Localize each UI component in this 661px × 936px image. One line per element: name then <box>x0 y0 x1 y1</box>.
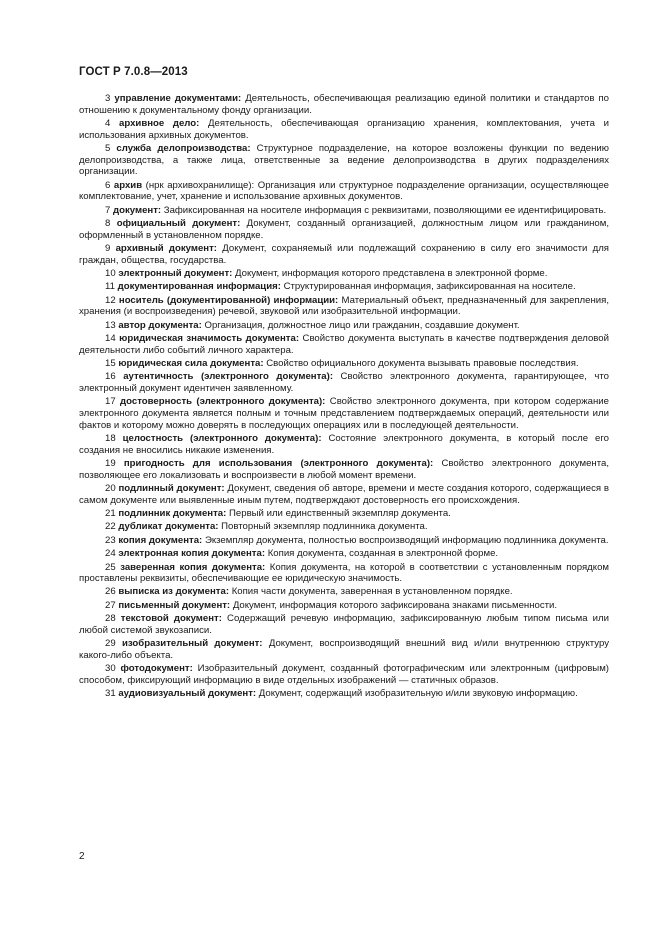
term-entry <box>79 243 609 266</box>
term-entry <box>79 143 609 178</box>
term-entry <box>79 586 609 598</box>
term-definition: Копия части документа, заверенная в установленном порядке. <box>231 586 513 598</box>
term-name: архивный документ: <box>115 242 217 254</box>
term-definition: (нрк архивохранилище): Организация или структурное подразделение организации, осуществляющее комплектование, учет, хранение и использование архивных документов. <box>79 179 609 203</box>
term-name: юридическая значимость документа: <box>119 333 300 345</box>
term-definition: Деятельность, обеспечивающая организацию хранения, комплектования, учета и использования архивных документов. <box>79 117 610 141</box>
term-name: заверенная копия документа: <box>120 561 266 573</box>
term-definition: Деятельность, обеспечивающая реализацию единой политики и стандартов по отношению к документальному фонду организации. <box>79 93 610 116</box>
term-number: 25 <box>105 561 116 573</box>
term-name: юридическая сила документа: <box>118 358 264 370</box>
term-entry <box>79 562 609 585</box>
term-number: 6 <box>105 179 111 191</box>
term-number: 19 <box>105 457 116 469</box>
term-number: 28 <box>105 613 116 625</box>
term-name: электронный документ: <box>118 267 233 279</box>
term-definition: Документ, информация которого зафиксирована знаками письменности. <box>232 599 558 611</box>
term-definition: Свойство документа выступать в качестве подтверждения деловой деятельности либо событий личного характера. <box>79 333 609 356</box>
term-entry <box>79 205 609 217</box>
term-entry <box>79 535 609 547</box>
term-entry <box>79 600 609 612</box>
term-definition: Документ, сохраняемый или подлежащий сохранению в силу его значимости для граждан, общества, государства. <box>79 242 609 266</box>
term-name: пригодность для использования (электронного документа): <box>123 457 434 469</box>
term-name: управление документами: <box>114 93 242 104</box>
term-definition: Свойство официального документа вызывать правовые последствия. <box>266 358 579 370</box>
term-number: 16 <box>105 371 116 383</box>
term-name: подлинный документ: <box>118 482 225 494</box>
term-name: текстовой документ: <box>120 613 222 625</box>
term-name: документ: <box>113 204 162 216</box>
term-definition: Зафиксированная на носителе информация с реквизитами, позволяющими ее идентифицировать. <box>163 204 607 216</box>
term-definition: Повторный экземпляр подлинника документа. <box>221 521 428 533</box>
term-name: подлинник документа: <box>118 507 227 519</box>
term-entry <box>79 483 609 506</box>
term-definition: Копия документа, созданная в электронной форме. <box>267 548 499 560</box>
term-definition: Материальный объект, предназначенный для закрепления, хранения (и воспроизведения) речевой, звуковой или изобразительной информации. <box>79 294 609 318</box>
term-name: дубликат документа: <box>118 521 219 533</box>
term-number: 5 <box>105 142 111 154</box>
term-name: официальный документ: <box>116 217 241 229</box>
term-entry <box>79 663 609 686</box>
term-entry <box>79 93 609 116</box>
term-definition: Документ, информация которого представлена в электронной форме. <box>235 267 548 279</box>
term-entry <box>79 433 609 456</box>
term-number: 17 <box>105 396 116 408</box>
term-definition: Состояние электронного документа, в который после его создания не вносились никакие изменения. <box>79 432 609 456</box>
term-definition: Изобразительный документ, созданный фотографическим или электронным (цифровым) способом, фиксирующий информацию в виде отдельных изображений — статичных образов. <box>79 663 609 686</box>
term-name: аутентичность (электронного документа): <box>123 371 334 383</box>
term-number: 7 <box>105 204 111 216</box>
term-number: 15 <box>105 358 116 370</box>
term-definition: Документ, содержащий изобразительную и/или звуковую информацию. <box>258 688 578 700</box>
term-entry <box>79 118 609 141</box>
term-number: 23 <box>105 534 116 546</box>
term-number: 20 <box>105 482 116 494</box>
term-number: 11 <box>105 281 115 293</box>
term-name: архив <box>113 179 143 191</box>
term-number: 12 <box>105 294 116 306</box>
term-definition: Документ, воспроизводящий внешний вид и/или внутреннюю структуру какого-либо объекта. <box>79 638 610 661</box>
term-entry <box>79 333 609 356</box>
term-name: архивное дело: <box>119 117 200 129</box>
term-entry <box>79 396 609 431</box>
term-entry <box>79 548 609 560</box>
term-name: служба делопроизводства: <box>116 142 251 154</box>
term-number: 27 <box>105 599 116 611</box>
term-number: 29 <box>105 638 116 650</box>
term-entry <box>79 295 609 318</box>
term-number: 8 <box>105 217 111 229</box>
term-number: 21 <box>105 507 116 519</box>
term-definition: Свойство электронного документа, при котором содержание электронного документа является полным и точным представлением подтверждаемых операций, деятельности или фактов и которому можно доверять в последующих операциях или в последующей деятельности. <box>79 396 609 431</box>
term-number: 30 <box>105 663 116 675</box>
term-definition: Первый или единственный экземпляр документа. <box>229 507 451 519</box>
term-entry <box>79 281 609 293</box>
term-name: достоверность (электронного документа): <box>120 396 326 408</box>
term-name: носитель (документированной) информации: <box>118 294 339 306</box>
term-definition: Документ, сведения об авторе, времени и месте создания которого, содержащиеся в самом документе или выявленные иным путем, подтверждают достоверность его происхождения. <box>79 482 609 506</box>
term-name: электронная копия документа: <box>118 548 266 560</box>
term-name: аудиовизуальный документ: <box>118 688 257 700</box>
term-entry <box>79 508 609 520</box>
term-definition: Структурное подразделение, на которое возложены функции по ведению делопроизводства, а также лица, ответственные за ведение делопроизводства в других подразделениях организации. <box>79 142 609 178</box>
term-entry <box>79 371 609 394</box>
page-number: 2 <box>79 851 85 862</box>
term-entry <box>79 320 609 332</box>
standard-header: ГОСТ Р 7.0.8—2013 <box>79 66 188 78</box>
term-definition: Организация, должностное лицо или гражданин, создавшие документ. <box>204 319 520 331</box>
term-entry <box>79 638 609 661</box>
terms-list <box>79 93 609 702</box>
term-entry <box>79 268 609 280</box>
term-name: письменный документ: <box>118 599 231 611</box>
term-name: выписка из документа: <box>118 586 230 598</box>
term-entry <box>79 458 609 481</box>
term-number: 10 <box>105 267 116 279</box>
term-number: 4 <box>105 117 111 129</box>
term-entry <box>79 688 609 700</box>
term-definition: Экземпляр документа, полностью воспроизводящий информацию подлинника документа. <box>204 534 609 546</box>
term-definition: Свойство электронного документа, позволяющее его локализовать и воспроизвести в любой момент времени. <box>79 457 609 481</box>
term-number: 18 <box>105 432 116 444</box>
term-number: 22 <box>105 521 116 533</box>
term-name: целостность (электронного документа): <box>122 432 322 444</box>
term-name: автор документа: <box>118 319 202 331</box>
term-entry <box>79 613 609 636</box>
term-name: документированная информация: <box>117 281 281 293</box>
term-entry <box>79 180 609 203</box>
term-name: фотодокумент: <box>120 663 193 675</box>
term-name: изобразительный документ: <box>122 638 263 650</box>
term-number: 13 <box>105 319 116 331</box>
term-number: 31 <box>105 688 116 700</box>
term-number: 9 <box>105 242 111 254</box>
term-entry <box>79 358 609 370</box>
term-definition: Документ, созданный организацией, должностным лицом или гражданином, оформленный в установленном порядке. <box>79 217 609 241</box>
term-number: 14 <box>105 333 116 345</box>
term-definition: Структурированная информация, зафиксированная на носителе. <box>283 281 576 293</box>
term-number: 26 <box>105 586 116 598</box>
term-number: 24 <box>105 548 116 560</box>
term-definition: Копия документа, на которой в соответствии с установленным порядком проставлены реквизиты, обеспечивающие ее юридическую значимость. <box>79 561 609 585</box>
term-definition: Свойство электронного документа, гарантирующее, что электронный документ идентичен заявленному. <box>79 371 609 395</box>
term-definition: Содержащий речевую информацию, зафиксированную любым типом письма или любой системой звукозаписи. <box>79 613 609 636</box>
term-number: 3 <box>105 93 111 104</box>
term-entry <box>79 218 609 241</box>
term-name: копия документа: <box>118 534 203 546</box>
term-entry <box>79 521 609 533</box>
